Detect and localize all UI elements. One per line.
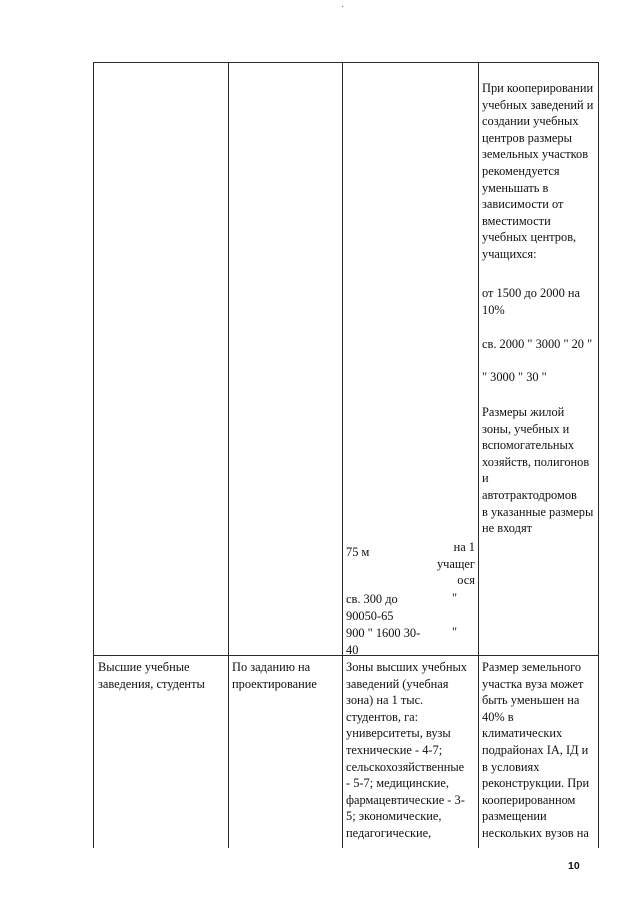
norm-ditto-1: " (452, 591, 458, 605)
table-border-left (93, 62, 94, 848)
cell-line: заведений (учебная (346, 676, 449, 691)
note-line: от 1500 до 2000 на (482, 286, 581, 300)
note-reduction-1 (482, 285, 580, 318)
cell-line: зона) на 1 тыс. (346, 693, 424, 708)
note-line: учебных заведений и (482, 97, 594, 112)
cell-line: фармацевтические - 3- (346, 792, 465, 807)
note-intro (482, 80, 593, 263)
note-line: Размеры жилой (482, 405, 565, 419)
cell-line: студентов, га: (346, 709, 419, 724)
note-line: автотрактодромов (482, 487, 577, 502)
cell-line: технические - 4-7; (346, 742, 443, 757)
page-number: 10 (568, 860, 580, 872)
note-line: и (482, 471, 489, 486)
table-col-divider-1 (228, 62, 229, 848)
cell-line: подрайонах IА, IД и (482, 742, 589, 757)
norm-range-2 (346, 625, 420, 658)
note-line: 10% (482, 302, 505, 317)
note-exclusions (482, 404, 593, 537)
note-line: уменьшать в (482, 180, 549, 195)
cell-line: По заданию на (232, 660, 311, 674)
cell-line: 40% в (482, 709, 514, 724)
table-border-top (93, 62, 599, 63)
table-col-divider-2 (342, 62, 343, 848)
norm-range-line: 40 (346, 642, 359, 657)
cell-line: размещении (482, 809, 547, 824)
institution-type-cell (98, 659, 205, 692)
cell-line: университеты, вузы (346, 726, 451, 741)
cell-line: заведения, студенты (98, 676, 205, 691)
note-line: При кооперировании (482, 81, 594, 95)
norm-value: 75 м (346, 545, 370, 559)
scan-mark: · (341, 2, 345, 13)
note-line: вместимости (482, 213, 551, 228)
norm-range-line: 90050-65 (346, 608, 394, 623)
note-line: зависимости от (482, 197, 564, 212)
table-border-right (598, 62, 599, 848)
norm-unit-line: на 1 (453, 540, 475, 554)
cell-line: участка вуза может (482, 676, 584, 691)
norm-unit-line: учащег (436, 556, 475, 571)
cell-line: Высшие учебные (98, 660, 190, 674)
cell-line: Зоны высших учебных (346, 660, 467, 674)
norm-ditto-2: " (452, 625, 458, 639)
note-line: хозяйств, полигонов (482, 454, 590, 469)
note-line: учащихся: (482, 246, 537, 261)
note-line: земельных участков (482, 147, 589, 162)
note-line: в указанные размеры (482, 504, 594, 519)
cell-line: - 5-7; медицинские, (346, 776, 450, 791)
cell-line: Размер земельного (482, 660, 582, 674)
norm-range-line: 900 " 1600 30- (346, 626, 421, 640)
note-cell-higher (482, 659, 589, 842)
note-line: зоны, учебных и (482, 421, 570, 436)
cell-line: реконструкции. При (482, 776, 590, 791)
table-col-divider-3 (478, 62, 479, 848)
capacity-cell (232, 659, 317, 692)
norm-unit (424, 539, 475, 589)
cell-line: нескольких вузов на (482, 825, 589, 840)
cell-line: в условиях (482, 759, 540, 774)
note-line: вспомогательных (482, 438, 575, 453)
note-line: создании учебных (482, 114, 579, 129)
note-line: не входят (482, 521, 533, 536)
cell-line: климатических (482, 726, 563, 741)
cell-line: сельскохозяйственные (346, 759, 465, 774)
land-norm-cell (346, 659, 467, 842)
norm-range-1 (346, 591, 398, 624)
cell-line: кооперированном (482, 792, 576, 807)
norm-range-line: св. 300 до (346, 592, 398, 606)
norm-unit-line: ося (457, 573, 475, 588)
note-line: центров размеры (482, 130, 572, 145)
note-reduction-3: " 3000 " 30 " (482, 370, 547, 384)
cell-line: педагогические, (346, 825, 432, 840)
note-reduction-2: св. 2000 " 3000 " 20 " (482, 337, 593, 351)
cell-line: 5; экономические, (346, 809, 442, 824)
cell-line: быть уменьшен на (482, 693, 580, 708)
cell-line: проектирование (232, 676, 317, 691)
note-line: рекомендуется (482, 163, 560, 178)
note-line: учебных центров, (482, 230, 577, 245)
